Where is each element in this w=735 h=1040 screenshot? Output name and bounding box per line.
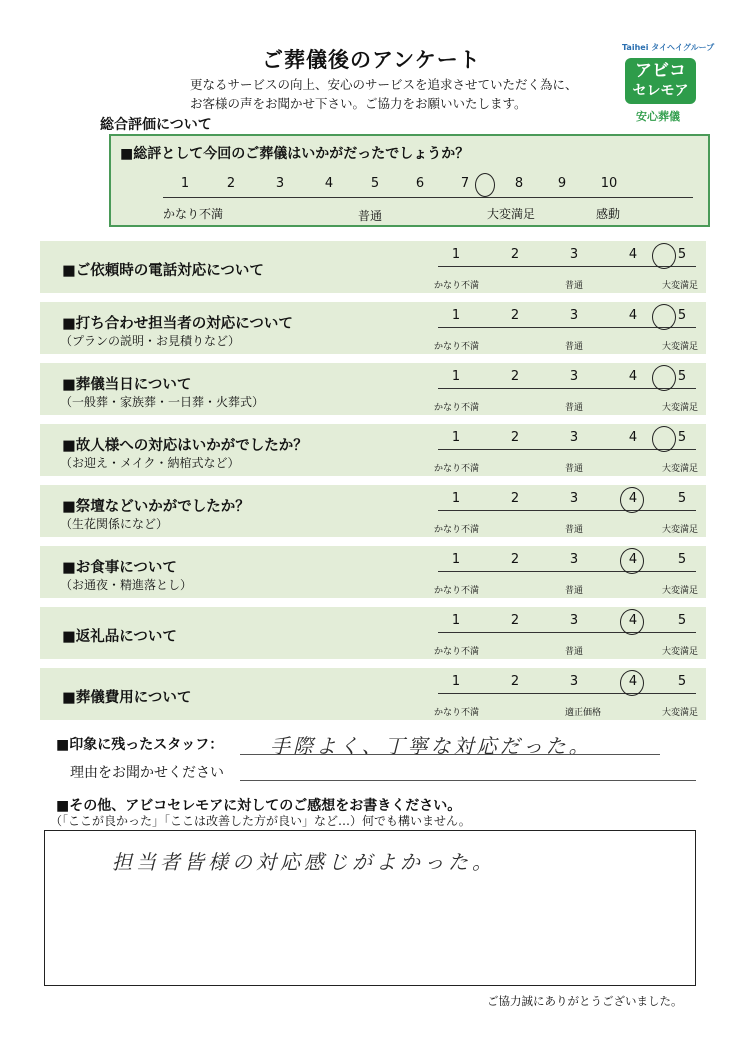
thanks-message: ご協力誠にありがとうございました。	[487, 994, 683, 1008]
overall-option-8[interactable]: 8	[514, 176, 524, 191]
rating-scale-line	[438, 571, 696, 572]
overall-scale-line	[163, 197, 693, 198]
rating-option-2[interactable]: 2	[510, 247, 520, 262]
rating-label: 大変満足	[662, 586, 699, 596]
rating-label: 普通	[565, 464, 584, 474]
rating-option-2[interactable]: 2	[510, 552, 520, 567]
rating-option-1[interactable]: 1	[451, 552, 461, 567]
rating-label: 大変満足	[662, 525, 699, 535]
rating-option-1[interactable]: 1	[451, 369, 461, 384]
rating-label: 普通	[565, 342, 584, 352]
rating-label: 大変満足	[662, 647, 699, 657]
rating-option-2[interactable]: 2	[510, 369, 520, 384]
rating-option-4[interactable]: 4	[628, 247, 638, 262]
rating-label: かなり不満	[434, 708, 480, 718]
rating-option-3[interactable]: 3	[569, 491, 579, 506]
question-title: ■葬儀当日について	[62, 377, 192, 393]
overall-option-7[interactable]: 7	[460, 176, 470, 191]
rating-option-2[interactable]: 2	[510, 613, 520, 628]
overall-option-9[interactable]: 9	[557, 176, 567, 191]
question-subtitle: （プランの説明・お見積りなど）	[60, 334, 241, 348]
rating-option-2[interactable]: 2	[510, 491, 520, 506]
rating-option-4[interactable]: 4	[628, 369, 638, 384]
rating-option-3[interactable]: 3	[569, 247, 579, 262]
rating-option-3[interactable]: 3	[569, 369, 579, 384]
rating-label: 普通	[565, 647, 584, 657]
rating-option-4[interactable]: 4	[628, 552, 638, 567]
rating-option-2[interactable]: 2	[510, 308, 520, 323]
rating-option-1[interactable]: 1	[451, 491, 461, 506]
rating-label: 普通	[565, 403, 584, 413]
overall-option-6[interactable]: 6	[415, 176, 425, 191]
rating-scale-line	[438, 632, 696, 633]
rating-selection-circle	[652, 304, 676, 330]
question-subtitle: （お通夜・精進落とし）	[60, 578, 193, 592]
rating-option-5[interactable]: 5	[677, 613, 687, 628]
rating-selection-circle	[652, 426, 676, 452]
rating-selection-circle	[620, 609, 644, 635]
other-note: （「ここが良かった」「ここは改善した方が良い」など…）何でも構いません。	[50, 814, 471, 828]
rating-label: 大変満足	[662, 342, 699, 352]
rating-scale-line	[438, 510, 696, 511]
rating-option-2[interactable]: 2	[510, 674, 520, 689]
other-question: ■その他、アビコセレモアに対してのご感想をお書きください。	[56, 798, 462, 814]
rating-option-4[interactable]: 4	[628, 308, 638, 323]
question-subtitle: （生花関係になど）	[60, 517, 169, 531]
rating-option-2[interactable]: 2	[510, 430, 520, 445]
rating-label: 大変満足	[662, 708, 699, 718]
rating-label: 大変満足	[662, 403, 699, 413]
rating-option-5[interactable]: 5	[677, 491, 687, 506]
logo-line-2: セレモア	[632, 83, 689, 99]
rating-option-5[interactable]: 5	[677, 308, 687, 323]
rating-label: かなり不満	[434, 586, 480, 596]
logo-line-1: アビコ	[635, 61, 686, 81]
comment-answer[interactable]: 担当者皆様の対応感じがよかった。	[112, 850, 496, 874]
question-subtitle: （お迎え・メイク・納棺式など）	[60, 456, 240, 470]
reason-label: 理由をお聞かせください	[70, 765, 224, 781]
overall-question: ■総評として今回のご葬儀はいかがだったでしょうか？	[120, 146, 470, 162]
rating-label: 普通	[565, 281, 584, 291]
rating-label: 適正価格	[565, 708, 602, 718]
rating-selection-circle	[620, 487, 644, 513]
company-tagline: 安心葬儀	[636, 110, 680, 123]
overall-option-4[interactable]: 4	[324, 176, 334, 191]
intro-line-1: 更なるサービスの向上、安心のサービスを追求させていただく為に、	[190, 77, 578, 92]
overall-label-low: かなり不満	[163, 207, 224, 221]
rating-option-5[interactable]: 5	[677, 552, 687, 567]
rating-option-3[interactable]: 3	[569, 308, 579, 323]
rating-selection-circle	[652, 243, 676, 269]
rating-option-3[interactable]: 3	[569, 552, 579, 567]
question-title: ■お食事について	[62, 560, 177, 576]
rating-option-4[interactable]: 4	[628, 674, 638, 689]
rating-option-3[interactable]: 3	[569, 613, 579, 628]
rating-label: かなり不満	[434, 281, 480, 291]
rating-option-1[interactable]: 1	[451, 247, 461, 262]
staff-label: ■印象に残ったスタッフ：	[56, 737, 224, 753]
question-title: ■打ち合わせ担当者の対応について	[62, 316, 293, 332]
rating-selection-circle	[620, 670, 644, 696]
overall-label-top: 感動	[596, 207, 621, 221]
rating-label: 大変満足	[662, 281, 699, 291]
overall-label-mid: 普通	[358, 209, 383, 223]
rating-option-4[interactable]: 4	[628, 613, 638, 628]
rating-option-5[interactable]: 5	[677, 674, 687, 689]
overall-label-high: 大変満足	[487, 207, 536, 221]
question-title: ■葬儀費用について	[62, 690, 192, 706]
group-name: Taihei タイヘイグループ	[622, 43, 715, 52]
rating-label: 普通	[565, 525, 584, 535]
rating-label: かなり不満	[434, 342, 480, 352]
rating-option-4[interactable]: 4	[628, 491, 638, 506]
rating-option-5[interactable]: 5	[677, 369, 687, 384]
rating-label: 普通	[565, 586, 584, 596]
question-title: ■ご依頼時の電話対応について	[62, 263, 264, 279]
question-title: ■祭壇などいかがでしたか？	[62, 499, 250, 515]
rating-option-3[interactable]: 3	[569, 674, 579, 689]
rating-option-5[interactable]: 5	[677, 430, 687, 445]
overall-option-3[interactable]: 3	[275, 176, 285, 191]
overall-option-10[interactable]: 10	[600, 176, 618, 191]
rating-label: かなり不満	[434, 647, 480, 657]
rating-option-4[interactable]: 4	[628, 430, 638, 445]
rating-selection-circle	[620, 548, 644, 574]
rating-option-1[interactable]: 1	[451, 674, 461, 689]
overall-section-heading: 総合評価について	[100, 117, 212, 133]
question-subtitle: （一般葬・家族葬・一日葬・火葬式）	[60, 395, 265, 409]
page-title: ご葬儀後のアンケート	[262, 48, 481, 72]
rating-selection-circle	[652, 365, 676, 391]
overall-option-5[interactable]: 5	[370, 176, 380, 191]
company-logo	[625, 58, 696, 104]
overall-selection-circle	[475, 173, 495, 197]
rating-label: 大変満足	[662, 464, 699, 474]
intro-text	[190, 75, 578, 113]
rating-option-5[interactable]: 5	[677, 247, 687, 262]
rating-scale-line	[438, 693, 696, 694]
intro-line-2: お客様の声をお聞かせ下さい。ご協力をお願いいたします。	[190, 96, 527, 111]
overall-option-2[interactable]: 2	[226, 176, 236, 191]
staff-answer-line	[240, 754, 660, 755]
rating-label: かなり不満	[434, 403, 480, 413]
rating-option-1[interactable]: 1	[451, 308, 461, 323]
rating-label: かなり不満	[434, 464, 480, 474]
rating-option-1[interactable]: 1	[451, 613, 461, 628]
question-title: ■返礼品について	[62, 629, 177, 645]
staff-answer[interactable]: 手際よく、丁寧な対応だった。	[270, 734, 592, 758]
rating-option-1[interactable]: 1	[451, 430, 461, 445]
rating-option-3[interactable]: 3	[569, 430, 579, 445]
reason-answer-line	[240, 780, 696, 781]
rating-label: かなり不満	[434, 525, 480, 535]
question-title: ■故人様への対応はいかがでしたか？	[62, 438, 308, 454]
overall-option-1[interactable]: 1	[180, 176, 190, 191]
